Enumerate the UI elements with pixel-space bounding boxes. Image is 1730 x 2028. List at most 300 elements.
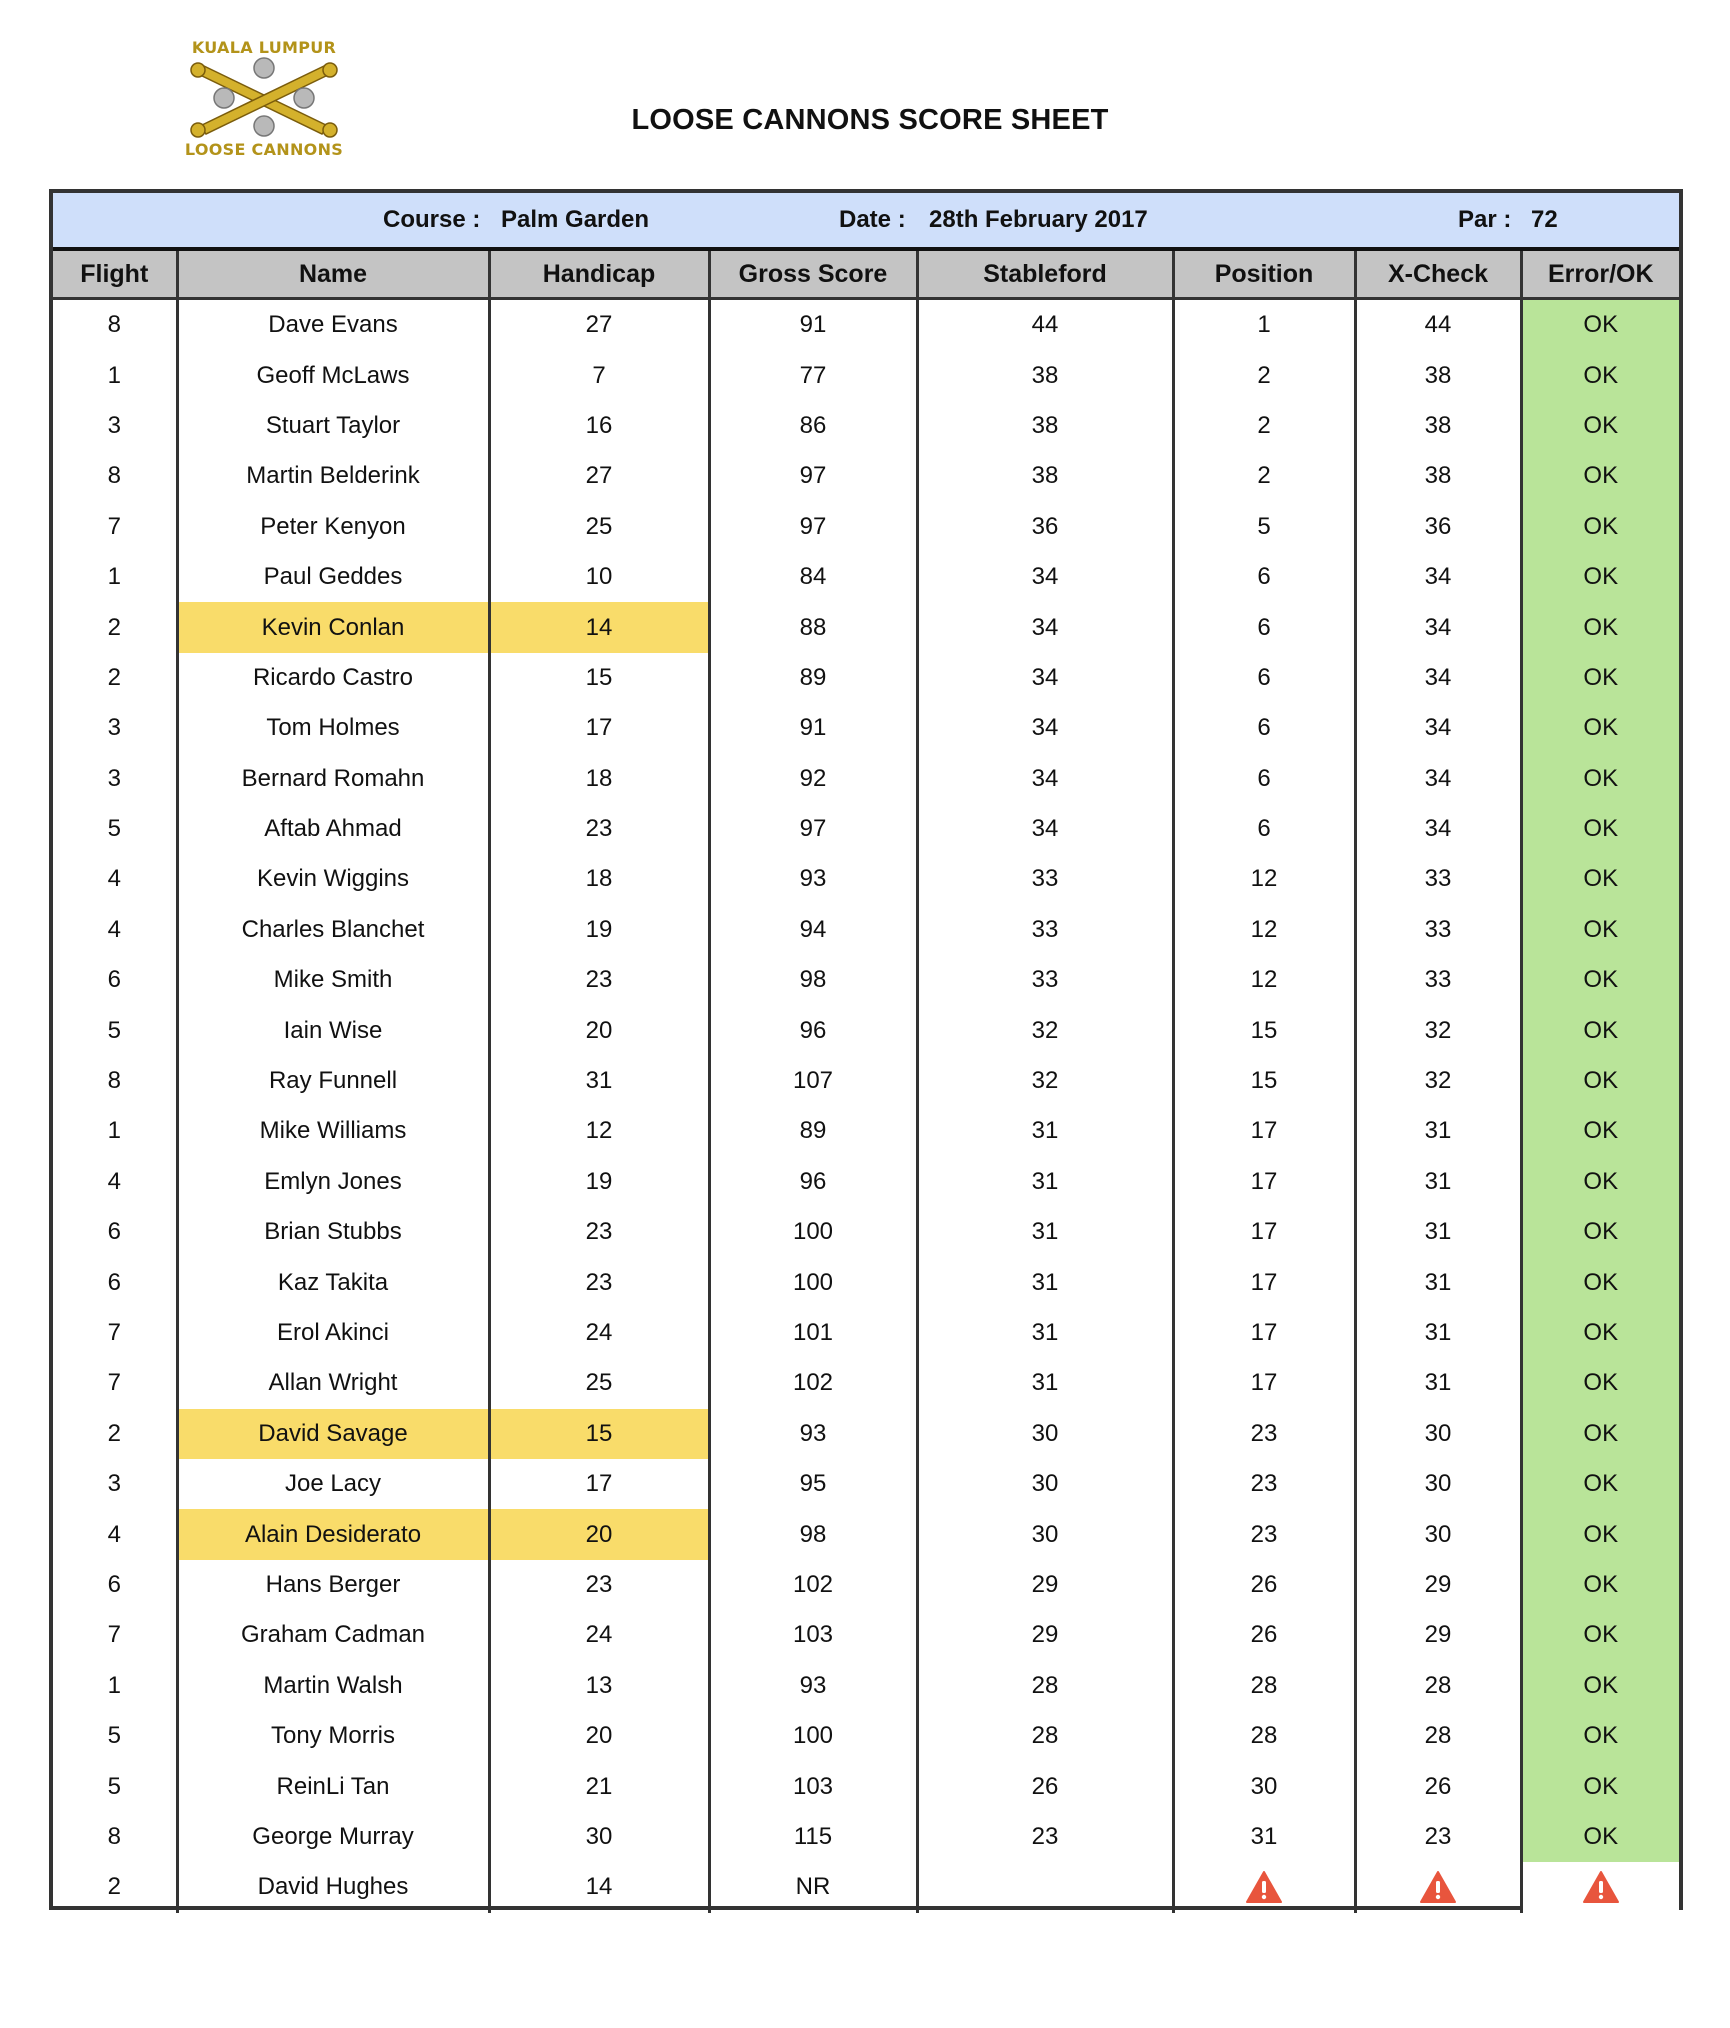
handicap-cell: 16 [489,401,709,451]
xcheck-cell: 26 [1355,1761,1521,1811]
stableford-cell: 29 [917,1610,1173,1660]
warning-icon [1419,1870,1457,1904]
xcheck-cell: 38 [1355,401,1521,451]
table-row [53,350,1679,400]
table-row [53,754,1679,804]
stableford-cell: 31 [917,1106,1173,1156]
status-cell: OK [1521,299,1679,351]
handicap-cell: 14 [489,602,709,652]
status-cell: OK [1521,1157,1679,1207]
status-cell: OK [1521,1056,1679,1106]
stableford-cell: 34 [917,703,1173,753]
handicap-cell: 24 [489,1610,709,1660]
xcheck-cell: 31 [1355,1157,1521,1207]
stableford-cell: 32 [917,1056,1173,1106]
position-cell: 23 [1173,1459,1355,1509]
table-row [53,1308,1679,1358]
flight-cell: 5 [107,1772,121,1800]
status-cell: OK [1521,1812,1679,1862]
flight-cell: 8 [107,462,121,490]
gross-score-cell: 103 [709,1610,917,1660]
table-row [53,1610,1679,1660]
handicap-cell: 24 [489,1308,709,1358]
status-cell: OK [1521,955,1679,1005]
stableford-cell: 29 [917,1560,1173,1610]
gross-score-cell: 96 [709,1005,917,1055]
flight-cell: 8 [107,1067,121,1095]
gross-score-cell: 93 [709,1661,917,1711]
flight-cell: 2 [107,613,121,641]
handicap-cell: 7 [489,350,709,400]
flight-cell: 4 [107,1520,121,1548]
position-cell: 26 [1173,1560,1355,1610]
table-row [53,1106,1679,1156]
handicap-cell: 23 [489,1257,709,1307]
status-cell: OK [1521,1661,1679,1711]
stableford-cell: 38 [917,350,1173,400]
handicap-cell: 23 [489,1560,709,1610]
warning-icon [1245,1870,1283,1904]
flight-cell: 3 [107,411,121,439]
position-cell: 5 [1173,502,1355,552]
status-cell: OK [1521,1257,1679,1307]
flight-cell: 5 [107,815,121,843]
handicap-cell: 27 [489,299,709,351]
status-cell: OK [1521,1106,1679,1156]
position-cell: 6 [1173,602,1355,652]
stableford-cell: 34 [917,552,1173,602]
xcheck-cell: 34 [1355,653,1521,703]
status-cell: OK [1521,1207,1679,1257]
name-cell: Geoff McLaws [177,350,489,400]
status-cell: OK [1521,754,1679,804]
flight-cell: 2 [107,1419,121,1447]
col-header-name: Name [177,251,489,299]
col-header-xcheck: X-Check [1355,251,1521,299]
handicap-cell: 20 [489,1711,709,1761]
gross-score-cell: 91 [709,703,917,753]
stableford-cell: 31 [917,1308,1173,1358]
position-cell: 17 [1173,1358,1355,1408]
gross-score-cell: 102 [709,1560,917,1610]
position-cell: 17 [1173,1308,1355,1358]
stableford-cell: 44 [917,299,1173,351]
course-label: Course : [383,206,481,233]
flight-cell: 5 [107,1016,121,1044]
col-header-flight: Flight [53,251,177,299]
logo-bottom-text: LOOSE CANNONS [184,140,344,159]
stableford-cell: 33 [917,955,1173,1005]
gross-score-cell: 98 [709,955,917,1005]
position-cell: 17 [1173,1257,1355,1307]
xcheck-cell [1355,1862,1521,1912]
position-cell: 23 [1173,1409,1355,1459]
name-cell: Ray Funnell [177,1056,489,1106]
gross-score-cell: 94 [709,905,917,955]
gross-score-cell: 97 [709,502,917,552]
position-cell: 6 [1173,804,1355,854]
position-cell: 17 [1173,1207,1355,1257]
gross-score-cell: 96 [709,1157,917,1207]
handicap-cell: 23 [489,955,709,1005]
col-header-position: Position [1173,251,1355,299]
flight-cell: 1 [107,563,121,591]
flight-cell: 7 [107,1621,121,1649]
flight-cell: 3 [107,714,121,742]
table-row [53,299,1679,351]
position-cell: 6 [1173,653,1355,703]
name-cell: Tom Holmes [177,703,489,753]
handicap-cell: 14 [489,1862,709,1912]
table-row [53,1257,1679,1307]
handicap-cell: 18 [489,754,709,804]
xcheck-cell: 31 [1355,1358,1521,1408]
stableford-cell: 31 [917,1358,1173,1408]
handicap-cell: 17 [489,1459,709,1509]
position-cell: 28 [1173,1661,1355,1711]
table-row [53,905,1679,955]
xcheck-cell: 31 [1355,1257,1521,1307]
name-cell: Martin Belderink [177,451,489,501]
handicap-cell: 20 [489,1509,709,1559]
handicap-cell: 25 [489,502,709,552]
xcheck-cell: 33 [1355,854,1521,904]
name-cell: Dave Evans [177,299,489,351]
position-cell [1173,1862,1355,1912]
status-cell: OK [1521,451,1679,501]
handicap-cell: 23 [489,1207,709,1257]
name-cell: David Hughes [177,1862,489,1912]
table-row [53,703,1679,753]
xcheck-cell: 30 [1355,1409,1521,1459]
name-cell: Stuart Taylor [177,401,489,451]
gross-score-cell: 95 [709,1459,917,1509]
name-cell: Ricardo Castro [177,653,489,703]
date-value: 28th February 2017 [929,206,1148,233]
xcheck-cell: 32 [1355,1005,1521,1055]
name-cell: Alain Desiderato [177,1509,489,1559]
flight-cell: 1 [107,1671,121,1699]
flight-cell: 2 [107,1873,121,1901]
position-cell: 6 [1173,754,1355,804]
gross-score-cell: 98 [709,1509,917,1559]
stableford-cell: 36 [917,502,1173,552]
stableford-cell: 30 [917,1459,1173,1509]
handicap-cell: 23 [489,804,709,854]
gross-score-cell: 92 [709,754,917,804]
flight-cell: 4 [107,865,121,893]
name-cell: ReinLi Tan [177,1761,489,1811]
status-cell: OK [1521,1610,1679,1660]
stableford-cell: 31 [917,1157,1173,1207]
name-cell: David Savage [177,1409,489,1459]
score-table [53,251,1679,1913]
handicap-cell: 10 [489,552,709,602]
stableford-cell: 34 [917,602,1173,652]
position-cell: 15 [1173,1005,1355,1055]
status-cell: OK [1521,1560,1679,1610]
stableford-cell: 26 [917,1761,1173,1811]
name-cell: Aftab Ahmad [177,804,489,854]
xcheck-cell: 23 [1355,1812,1521,1862]
gross-score-cell: 89 [709,1106,917,1156]
position-cell: 23 [1173,1509,1355,1559]
course-info-band [53,193,1679,251]
handicap-cell: 15 [489,1409,709,1459]
name-cell: Brian Stubbs [177,1207,489,1257]
xcheck-cell: 31 [1355,1207,1521,1257]
gross-score-cell: 100 [709,1711,917,1761]
status-cell: OK [1521,854,1679,904]
table-row [53,401,1679,451]
stableford-cell: 28 [917,1711,1173,1761]
gross-score-cell: 100 [709,1207,917,1257]
name-cell: Martin Walsh [177,1661,489,1711]
stableford-cell: 31 [917,1257,1173,1307]
name-cell: Erol Akinci [177,1308,489,1358]
stableford-cell: 33 [917,854,1173,904]
gross-score-cell: 101 [709,1308,917,1358]
status-cell [1521,1862,1679,1912]
par-label: Par : [1458,206,1512,233]
table-row [53,1661,1679,1711]
status-cell: OK [1521,401,1679,451]
xcheck-cell: 38 [1355,350,1521,400]
name-cell: Iain Wise [177,1005,489,1055]
table-row [53,1358,1679,1408]
position-cell: 12 [1173,955,1355,1005]
position-cell: 1 [1173,299,1355,351]
col-header-error-ok: Error/OK [1521,251,1679,299]
xcheck-cell: 28 [1355,1711,1521,1761]
gross-score-cell: 115 [709,1812,917,1862]
xcheck-cell: 34 [1355,703,1521,753]
name-cell: Peter Kenyon [177,502,489,552]
table-row [53,1459,1679,1509]
club-logo [178,36,350,164]
xcheck-cell: 30 [1355,1509,1521,1559]
xcheck-cell: 31 [1355,1308,1521,1358]
position-cell: 2 [1173,401,1355,451]
handicap-cell: 25 [489,1358,709,1408]
table-row [53,1560,1679,1610]
status-cell: OK [1521,1358,1679,1408]
table-row [53,804,1679,854]
table-row [53,1207,1679,1257]
flight-cell: 4 [107,1167,121,1195]
handicap-cell: 19 [489,905,709,955]
xcheck-cell: 34 [1355,552,1521,602]
status-cell: OK [1521,602,1679,652]
flight-cell: 7 [107,1319,121,1346]
status-cell: OK [1521,552,1679,602]
table-row [53,451,1679,501]
gross-score-cell: 89 [709,653,917,703]
gross-score-cell: 84 [709,552,917,602]
stableford-cell: 34 [917,804,1173,854]
table-row [53,1711,1679,1761]
xcheck-cell: 34 [1355,754,1521,804]
stableford-cell: 38 [917,451,1173,501]
flight-cell: 1 [107,361,121,389]
handicap-cell: 19 [489,1157,709,1207]
status-cell: OK [1521,1761,1679,1811]
par-value: 72 [1531,206,1558,233]
status-cell: OK [1521,1409,1679,1459]
flight-cell: 3 [107,1470,121,1498]
flight-cell: 7 [107,1369,121,1397]
flight-cell: 7 [107,512,121,540]
name-cell: Mike Smith [177,955,489,1005]
stableford-cell: 38 [917,401,1173,451]
stableford-cell: 32 [917,1005,1173,1055]
name-cell: Tony Morris [177,1711,489,1761]
table-row [53,854,1679,904]
position-cell: 6 [1173,703,1355,753]
handicap-cell: 30 [489,1812,709,1862]
table-row [53,1509,1679,1559]
xcheck-cell: 30 [1355,1459,1521,1509]
flight-cell: 6 [107,966,121,994]
gross-score-cell: 100 [709,1257,917,1307]
name-cell: Hans Berger [177,1560,489,1610]
stableford-cell: 34 [917,754,1173,804]
handicap-cell: 13 [489,1661,709,1711]
table-row [53,1409,1679,1459]
gross-score-cell: 97 [709,451,917,501]
table-row [53,1056,1679,1106]
name-cell: Kaz Takita [177,1257,489,1307]
position-cell: 30 [1173,1761,1355,1811]
logo-top-text: KUALA LUMPUR [191,38,337,57]
handicap-cell: 18 [489,854,709,904]
xcheck-cell: 29 [1355,1560,1521,1610]
status-cell: OK [1521,1459,1679,1509]
xcheck-cell: 29 [1355,1610,1521,1660]
status-cell: OK [1521,1711,1679,1761]
status-cell: OK [1521,1509,1679,1559]
course-value: Palm Garden [501,206,650,233]
status-cell: OK [1521,703,1679,753]
xcheck-cell: 38 [1355,451,1521,501]
stableford-cell: 28 [917,1661,1173,1711]
stableford-cell: 30 [917,1409,1173,1459]
xcheck-cell: 36 [1355,502,1521,552]
position-cell: 12 [1173,854,1355,904]
status-cell: OK [1521,1005,1679,1055]
position-cell: 6 [1173,552,1355,602]
flight-cell: 6 [107,1218,121,1246]
stableford-cell: 34 [917,653,1173,703]
position-cell: 17 [1173,1157,1355,1207]
name-cell: Bernard Romahn [177,754,489,804]
table-row [53,602,1679,652]
flight-cell: 8 [107,1822,121,1850]
table-row [53,1761,1679,1811]
position-cell: 2 [1173,350,1355,400]
flight-cell: 1 [107,1117,121,1145]
score-sheet [49,189,1683,1910]
warning-icon [1582,1870,1620,1904]
status-cell: OK [1521,502,1679,552]
table-row [53,653,1679,703]
table-row [53,1157,1679,1207]
handicap-cell: 20 [489,1005,709,1055]
gross-score-cell: 77 [709,350,917,400]
status-cell: OK [1521,905,1679,955]
col-header-gross-score: Gross Score [709,251,917,299]
table-row [53,552,1679,602]
xcheck-cell: 28 [1355,1661,1521,1711]
table-row [53,1005,1679,1055]
flight-cell: 6 [107,1268,121,1296]
name-cell: Joe Lacy [177,1459,489,1509]
handicap-cell: 12 [489,1106,709,1156]
flight-cell: 5 [107,1722,121,1750]
date-label: Date : [839,206,906,233]
flight-cell: 4 [107,915,121,943]
column-header-row [53,251,1679,299]
crossed-cannons-icon [186,56,342,140]
position-cell: 12 [1173,905,1355,955]
xcheck-cell: 33 [1355,955,1521,1005]
status-cell: OK [1521,1308,1679,1358]
handicap-cell: 31 [489,1056,709,1106]
name-cell: Mike Williams [177,1106,489,1156]
stableford-cell: 23 [917,1812,1173,1862]
gross-score-cell: 107 [709,1056,917,1106]
position-cell: 17 [1173,1106,1355,1156]
handicap-cell: 27 [489,451,709,501]
stableford-cell: 33 [917,905,1173,955]
status-cell: OK [1521,350,1679,400]
col-header-stableford: Stableford [917,251,1173,299]
xcheck-cell: 32 [1355,1056,1521,1106]
xcheck-cell: 34 [1355,602,1521,652]
gross-score-cell: 93 [709,1409,917,1459]
status-cell: OK [1521,804,1679,854]
name-cell: Kevin Conlan [177,602,489,652]
gross-score-cell: 86 [709,401,917,451]
name-cell: Paul Geddes [177,552,489,602]
xcheck-cell: 34 [1355,804,1521,854]
name-cell: Graham Cadman [177,1610,489,1660]
position-cell: 15 [1173,1056,1355,1106]
position-cell: 26 [1173,1610,1355,1660]
gross-score-cell: 102 [709,1358,917,1408]
name-cell: Emlyn Jones [177,1157,489,1207]
stableford-cell: 31 [917,1207,1173,1257]
stableford-cell [917,1862,1173,1912]
handicap-cell: 17 [489,703,709,753]
gross-score-cell: 97 [709,804,917,854]
xcheck-cell: 44 [1355,299,1521,351]
flight-cell: 3 [107,764,121,792]
position-cell: 31 [1173,1812,1355,1862]
xcheck-cell: 31 [1355,1106,1521,1156]
position-cell: 28 [1173,1711,1355,1761]
flight-cell: 8 [107,311,121,339]
gross-score-cell: 91 [709,299,917,351]
table-row [53,1812,1679,1862]
name-cell: Kevin Wiggins [177,854,489,904]
gross-score-cell: 88 [709,602,917,652]
name-cell: George Murray [177,1812,489,1862]
status-cell: OK [1521,653,1679,703]
xcheck-cell: 33 [1355,905,1521,955]
table-row [53,1862,1679,1912]
page-title: LOOSE CANNONS SCORE SHEET [631,104,1109,136]
